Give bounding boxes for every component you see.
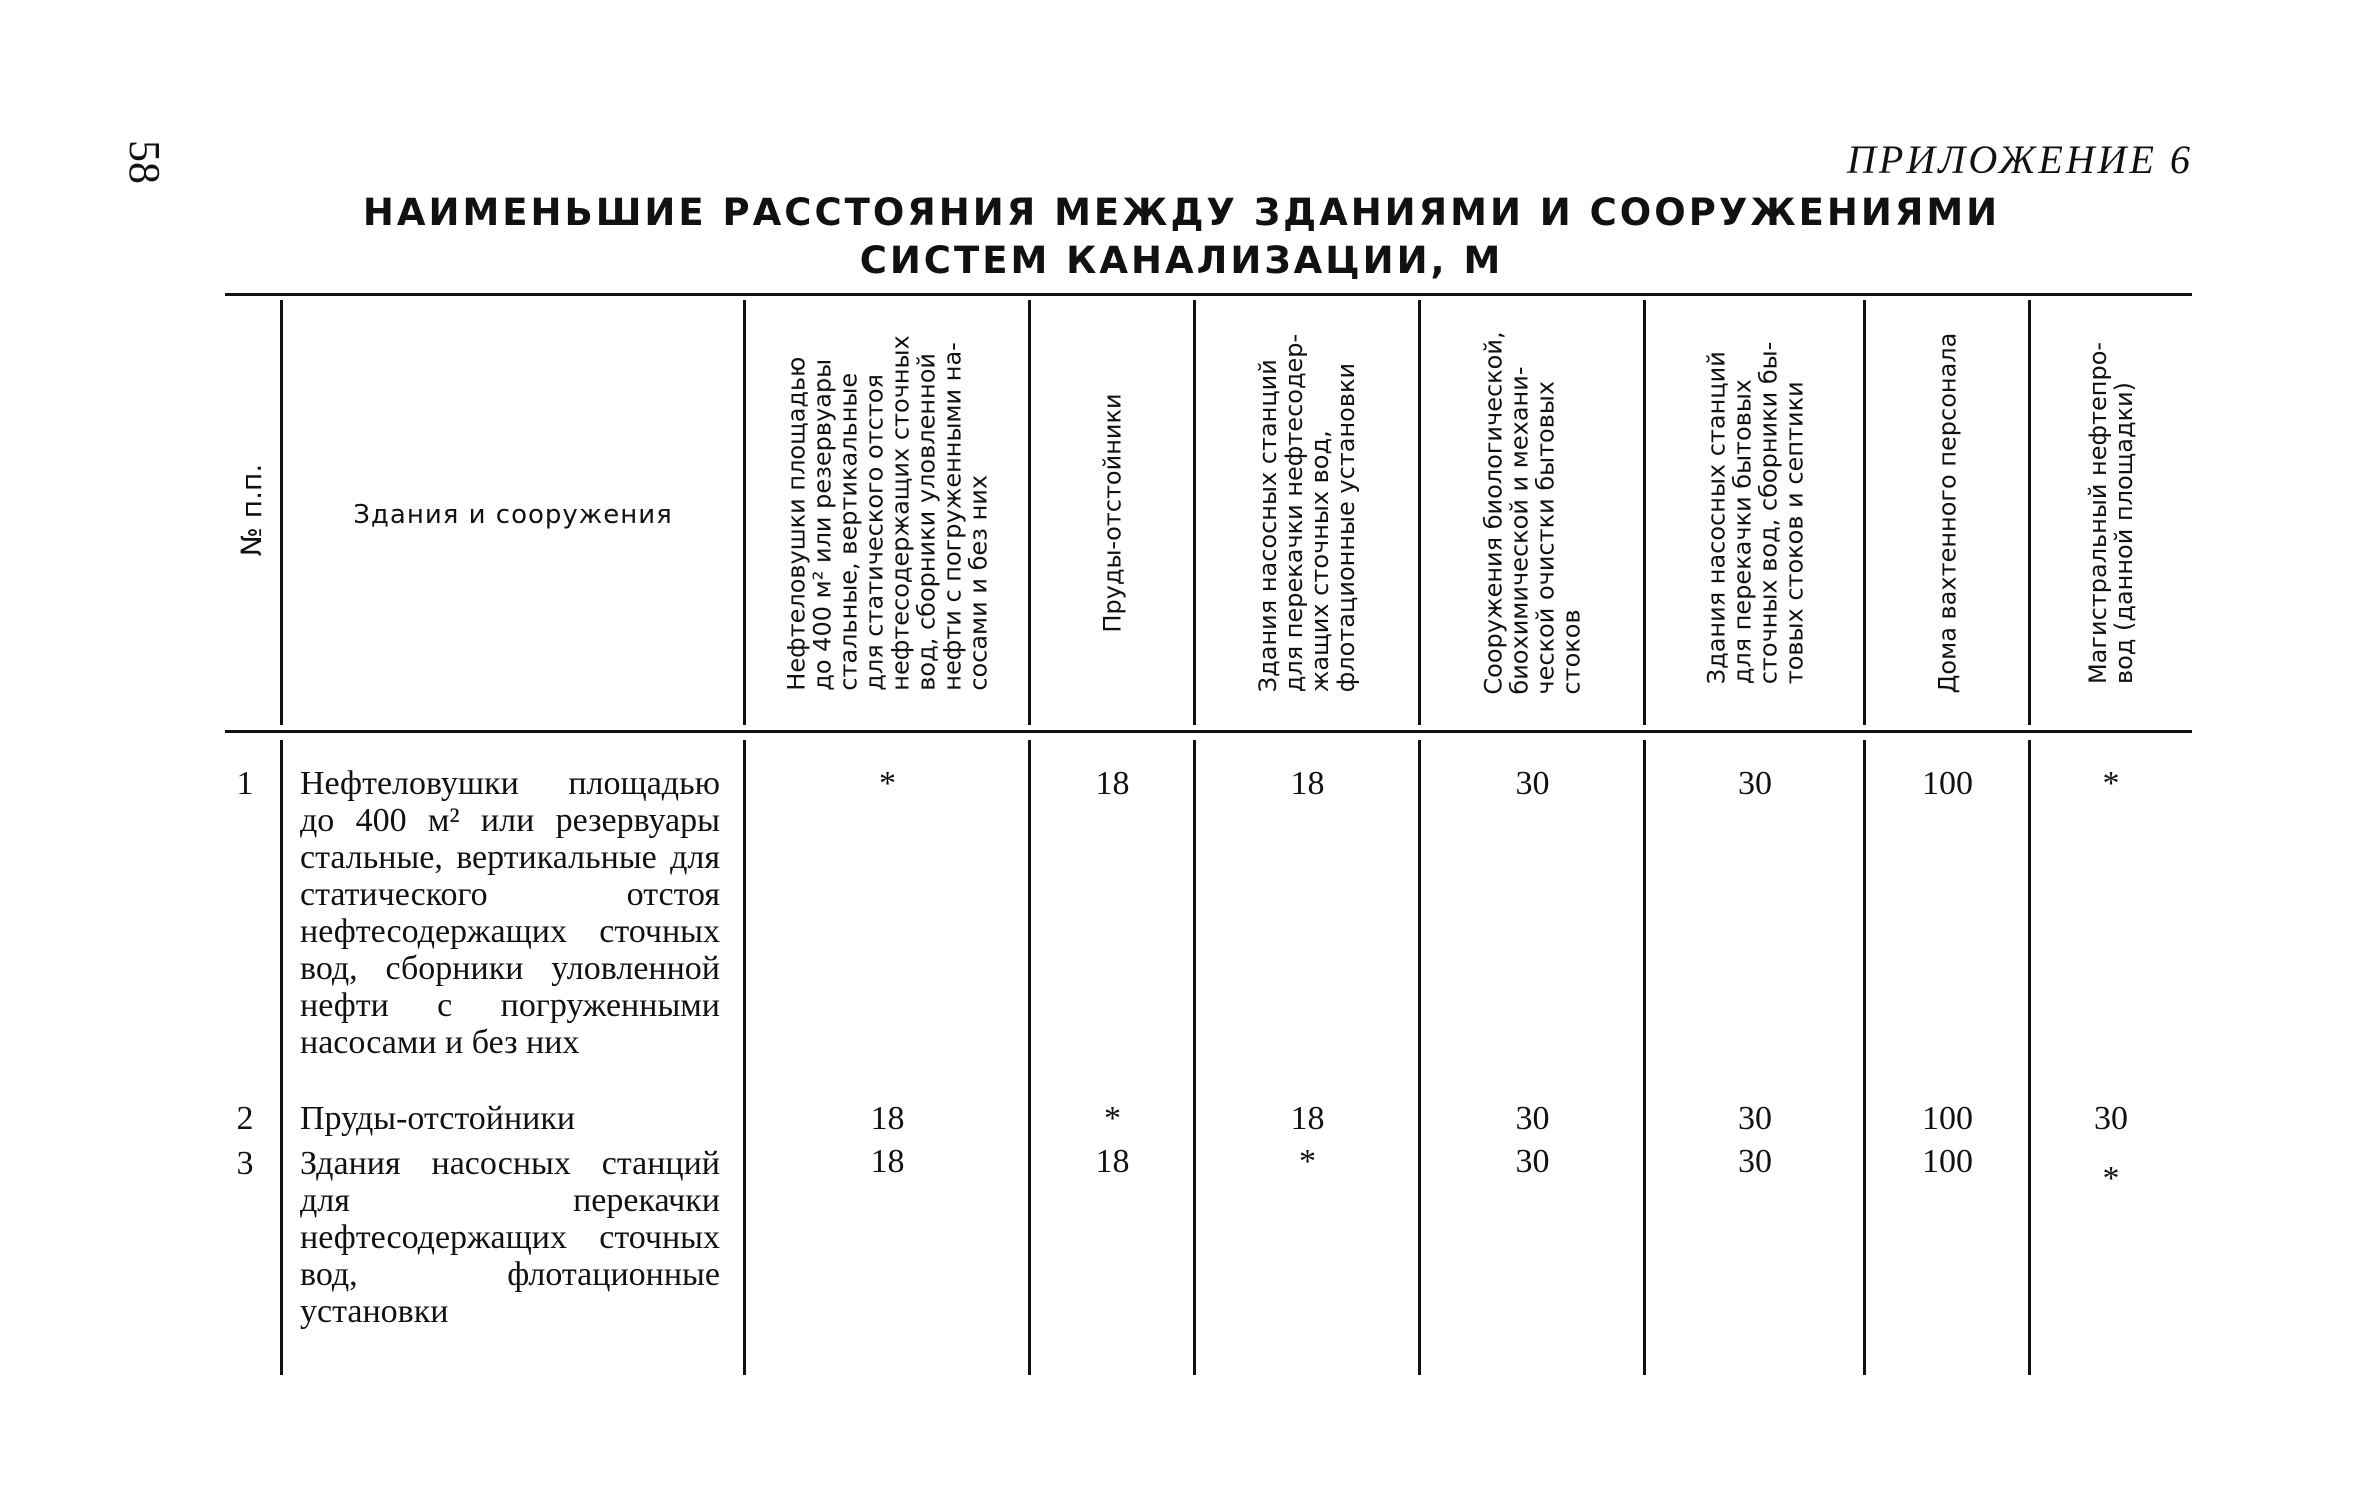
- row-value-cell: 18: [1290, 765, 1325, 802]
- row-value-cell: *: [1299, 1143, 1316, 1180]
- row-value-cell: 30: [1738, 1100, 1772, 1137]
- column-header-line: Нефтеловушки площадью: [782, 356, 811, 691]
- row-value-cell: *: [2102, 1160, 2120, 1197]
- row-value-cell: 30: [1515, 1100, 1550, 1137]
- row-value-cell: 18: [1095, 765, 1130, 802]
- column-header-label: [1256, 333, 1360, 691]
- row-value-cell: 18: [1095, 1143, 1130, 1180]
- column-header-line: нефтесодержащих сточных: [886, 334, 915, 691]
- column-header-line: для перекачки бытовых: [1728, 378, 1756, 684]
- column-divider: [1863, 300, 1866, 725]
- column-header-line: товых стоков и септики: [1780, 380, 1808, 684]
- row-number: 1: [236, 765, 254, 802]
- row-name: Пруды-отстойники: [300, 1100, 576, 1137]
- column-header-line: ческой очистки бытовых: [1531, 380, 1560, 695]
- row-value-cell: 18: [1290, 1100, 1325, 1137]
- header-num-label: № п.п.: [235, 463, 269, 557]
- column-header-line: сосами и без них: [964, 474, 993, 691]
- column-divider: [1863, 740, 1866, 1375]
- row-value-cell: 18: [870, 1143, 905, 1180]
- column-header-line: сточных вод, сборники бы-: [1754, 341, 1782, 684]
- column-header-label: [1935, 332, 1961, 693]
- column-header-line: стоков: [1557, 608, 1586, 695]
- page-number: 58: [120, 140, 169, 184]
- column-header-line: Здания насосных станций: [1254, 358, 1283, 692]
- column-divider: [1643, 740, 1646, 1375]
- header-name-cell: [283, 300, 743, 730]
- column-header-line: Магистральный нефтепро-: [2084, 341, 2112, 684]
- row-name: Нефтеловушки площадью до 400 м² или резервуары стальные, вертикальные для статического отстоя нефтесодержащих сточных вод, сборники уловленной нефти с погруженными насосами и без них: [300, 765, 720, 1061]
- row-value-cell: *: [879, 765, 896, 802]
- column-divider: [1028, 740, 1031, 1375]
- row-value-cell: 30: [1515, 765, 1550, 802]
- column-header-line: биохимической и механи-: [1505, 365, 1534, 695]
- column-header-label: [2085, 341, 2137, 683]
- column-divider: [1193, 300, 1196, 725]
- column-header-label: [1100, 393, 1126, 632]
- column-header-label: [784, 335, 992, 690]
- column-divider: [2028, 300, 2031, 725]
- column-header-line: Пруды-отстойники: [1098, 392, 1127, 633]
- column-header-4: [1420, 300, 1645, 725]
- column-header-line: жащих сточных вод,: [1306, 429, 1335, 692]
- page-subtitle: СИСТЕМ КАНАЛИЗАЦИИ, М: [859, 239, 1504, 282]
- row-value-cell: 18: [870, 1100, 905, 1137]
- row-value-cell: 30: [1515, 1143, 1550, 1180]
- column-header-line: для статического отстоя: [860, 373, 889, 691]
- column-header-2: [1030, 300, 1195, 725]
- column-divider: [2028, 740, 2031, 1375]
- column-header-line: вод, сборники уловленной: [912, 352, 941, 691]
- column-divider: [743, 300, 746, 725]
- column-divider: [743, 740, 746, 1375]
- column-header-5: [1645, 300, 1865, 725]
- column-header-line: вод (данной площадки): [2110, 381, 2138, 684]
- column-header-line: Здания насосных станций: [1702, 350, 1730, 684]
- row-value-cell: *: [1104, 1100, 1121, 1137]
- column-divider: [1418, 300, 1421, 725]
- column-divider: [280, 300, 283, 725]
- row-value-cell: 100: [1922, 1143, 1973, 1180]
- column-header-line: Сооружения биологической,: [1479, 330, 1508, 695]
- header-name-label: Здания и сооружения: [353, 500, 673, 530]
- page-title: НАИМЕНЬШИЕ РАССТОЯНИЯ МЕЖДУ ЗДАНИЯМИ И СООРУЖЕНИЯМИ: [362, 191, 2001, 234]
- column-header-label: [1481, 331, 1585, 694]
- column-header-line: Дома вахтенного персонала: [1933, 332, 1962, 693]
- column-divider: [1418, 740, 1421, 1375]
- column-divider: [1193, 740, 1196, 1375]
- column-divider: [1643, 300, 1646, 725]
- column-header-3: [1195, 300, 1420, 725]
- column-header-1: [745, 300, 1030, 725]
- appendix-label: ПРИЛОЖЕНИЕ 6: [1847, 137, 2193, 182]
- column-divider: [1028, 300, 1031, 725]
- column-header-line: до 400 м² или резервуары: [808, 358, 837, 691]
- header-num-cell: [225, 300, 280, 720]
- column-header-line: нефти с погруженными на-: [938, 341, 967, 691]
- column-header-label: [1703, 341, 1807, 684]
- row-value-cell: 30: [1738, 1143, 1772, 1180]
- row-number: 2: [236, 1100, 254, 1137]
- row-value-cell: 100: [1922, 1100, 1973, 1137]
- header-bottom-rule: [225, 730, 2192, 733]
- column-header-line: стальные, вертикальные: [834, 372, 863, 691]
- row-value-cell: 30: [2094, 1100, 2128, 1137]
- column-header-6: [1865, 300, 2030, 725]
- column-header-line: флотационные установки: [1332, 362, 1361, 692]
- row-value-cell: 30: [1738, 765, 1772, 802]
- column-header-line: для перекачки нефтесодер-: [1280, 333, 1309, 692]
- column-divider: [280, 740, 283, 1375]
- table-top-rule: [225, 293, 2192, 296]
- row-name: Здания насосных станций для перекачки нефтесодержащих сточных вод, флотационные установки: [300, 1145, 720, 1330]
- row-number: 3: [236, 1145, 254, 1182]
- row-value-cell: 100: [1922, 765, 1973, 802]
- row-value-cell: *: [2102, 765, 2120, 802]
- column-header-7: [2030, 300, 2192, 725]
